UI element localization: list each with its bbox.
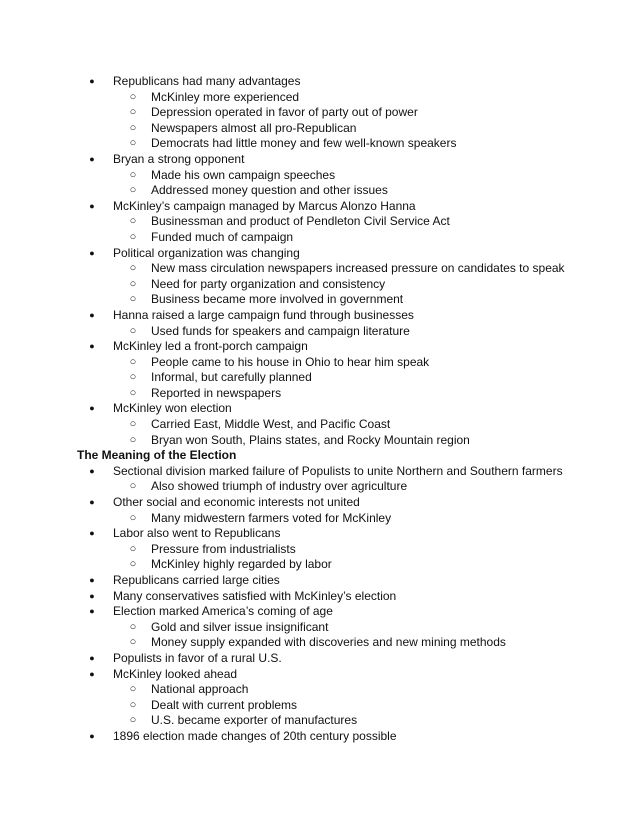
bullet-item	[0, 401, 638, 417]
filled-bullet-icon: ●	[89, 590, 95, 601]
document-page	[0, 74, 638, 745]
sub-bullet-item	[0, 277, 638, 293]
item-text: McKinley’s campaign managed by Marcus Alonzo Hanna	[113, 198, 416, 213]
filled-bullet-icon: ●	[89, 497, 95, 508]
item-text: People came to his house in Ohio to hear him speak	[151, 354, 430, 369]
sub-bullet-item	[0, 261, 638, 277]
sub-bullet-item	[0, 511, 638, 527]
sub-bullet-item	[0, 713, 638, 729]
hollow-bullet-icon: ○	[129, 230, 137, 243]
item-text: Informal, but carefully planned	[151, 370, 312, 385]
hollow-bullet-icon: ○	[129, 106, 137, 119]
hollow-bullet-icon: ○	[129, 324, 137, 337]
item-text: Business became more involved in government	[151, 292, 404, 307]
item-text: Made his own campaign speeches	[151, 167, 336, 182]
item-text: Used funds for speakers and campaign literature	[151, 323, 410, 338]
item-text: Need for party organization and consistency	[151, 276, 386, 291]
bullet-item	[0, 667, 638, 683]
filled-bullet-icon: ●	[89, 247, 95, 258]
item-text: Bryan a strong opponent	[113, 151, 245, 166]
bullet-item	[0, 74, 638, 90]
bullet-item	[0, 308, 638, 324]
hollow-bullet-icon: ○	[129, 714, 137, 727]
sub-bullet-item	[0, 214, 638, 230]
bullet-item	[0, 526, 638, 542]
bullet-item	[0, 199, 638, 215]
item-text: Also showed triumph of industry over agriculture	[151, 479, 408, 494]
sub-bullet-item	[0, 635, 638, 651]
hollow-bullet-icon: ○	[129, 558, 137, 571]
bullet-item	[0, 339, 638, 355]
item-text: Money supply expanded with discoveries and new mining methods	[151, 635, 506, 650]
item-text: Newspapers almost all pro-Republican	[151, 120, 357, 135]
hollow-bullet-icon: ○	[129, 542, 137, 555]
bullet-item	[0, 589, 638, 605]
item-text: Many midwestern farmers voted for McKinley	[151, 510, 392, 525]
filled-bullet-icon: ●	[89, 668, 95, 679]
item-text: Republicans had many advantages	[113, 74, 301, 88]
sub-bullet-item	[0, 136, 638, 152]
item-text: Political organization was changing	[113, 245, 300, 260]
item-text: Depression operated in favor of party out of power	[151, 105, 418, 120]
hollow-bullet-icon: ○	[129, 371, 137, 384]
hollow-bullet-icon: ○	[129, 168, 137, 181]
bullet-item	[0, 651, 638, 667]
item-text: Other social and economic interests not united	[113, 495, 360, 510]
item-text: U.S. became exporter of manufactures	[151, 713, 358, 728]
item-text: Populists in favor of a rural U.S.	[113, 650, 282, 665]
hollow-bullet-icon: ○	[129, 293, 137, 306]
heading-text: The Meaning of the Election	[77, 448, 237, 463]
item-text: Carried East, Middle West, and Pacific Coast	[151, 417, 391, 432]
sub-bullet-item	[0, 417, 638, 433]
sub-bullet-item	[0, 682, 638, 698]
hollow-bullet-icon: ○	[129, 277, 137, 290]
sub-bullet-item	[0, 355, 638, 371]
hollow-bullet-icon: ○	[129, 90, 137, 103]
filled-bullet-icon: ●	[89, 528, 95, 539]
hollow-bullet-icon: ○	[129, 137, 137, 150]
hollow-bullet-icon: ○	[129, 480, 137, 493]
hollow-bullet-icon: ○	[129, 121, 137, 134]
item-text: Republicans carried large cities	[113, 573, 280, 587]
filled-bullet-icon: ●	[89, 652, 95, 663]
sub-bullet-item	[0, 121, 638, 137]
bullet-item	[0, 246, 638, 262]
item-text: Bryan won South, Plains states, and Rocky Mountain region	[151, 432, 470, 447]
filled-bullet-icon: ●	[89, 309, 95, 320]
hollow-bullet-icon: ○	[129, 418, 137, 431]
item-text: Pressure from industrialists	[151, 541, 296, 556]
filled-bullet-icon: ●	[89, 76, 95, 86]
section-heading	[0, 448, 638, 464]
hollow-bullet-icon: ○	[129, 683, 137, 696]
bullet-item	[0, 604, 638, 620]
hollow-bullet-icon: ○	[129, 215, 137, 228]
item-text: Funded much of campaign	[151, 229, 294, 244]
bullet-item	[0, 495, 638, 511]
item-text: National approach	[151, 682, 249, 697]
bullet-item	[0, 573, 638, 589]
item-text: McKinley led a front-porch campaign	[113, 339, 308, 354]
item-text: Labor also went to Republicans	[113, 526, 281, 541]
item-text: Addressed money question and other issues	[151, 183, 388, 198]
hollow-bullet-icon: ○	[129, 386, 137, 399]
sub-bullet-item	[0, 386, 638, 402]
hollow-bullet-icon: ○	[129, 620, 137, 633]
hollow-bullet-icon: ○	[129, 636, 137, 649]
sub-bullet-item	[0, 479, 638, 495]
item-text: Reported in newspapers	[151, 385, 282, 400]
hollow-bullet-icon: ○	[129, 355, 137, 368]
item-text: McKinley highly regarded by labor	[151, 557, 332, 572]
sub-bullet-item	[0, 105, 638, 121]
sub-bullet-item	[0, 324, 638, 340]
bullet-item	[0, 152, 638, 168]
outline-list	[0, 74, 638, 745]
hollow-bullet-icon: ○	[129, 262, 137, 275]
filled-bullet-icon: ●	[89, 465, 95, 476]
bullet-item	[0, 464, 638, 480]
sub-bullet-item	[0, 230, 638, 246]
sub-bullet-item	[0, 370, 638, 386]
sub-bullet-item	[0, 557, 638, 573]
item-text: Dealt with current problems	[151, 697, 298, 712]
filled-bullet-icon: ●	[89, 730, 95, 741]
item-text: Hanna raised a large campaign fund through businesses	[113, 307, 414, 322]
filled-bullet-icon: ●	[89, 606, 95, 617]
filled-bullet-icon: ●	[89, 341, 95, 352]
sub-bullet-item	[0, 433, 638, 449]
item-text: Businessman and product of Pendleton Civil Service Act	[151, 214, 450, 229]
hollow-bullet-icon: ○	[129, 433, 137, 446]
hollow-bullet-icon: ○	[129, 184, 137, 197]
item-text: McKinley more experienced	[151, 89, 300, 104]
filled-bullet-icon: ●	[89, 403, 95, 414]
item-text: McKinley won election	[113, 401, 232, 416]
hollow-bullet-icon: ○	[129, 511, 137, 524]
sub-bullet-item	[0, 183, 638, 199]
item-text: Democrats had little money and few well-known speakers	[151, 136, 457, 151]
hollow-bullet-icon: ○	[129, 698, 137, 711]
item-text: New mass circulation newspapers increased pressure on candidates to speak	[151, 261, 565, 276]
item-text: Election marked America’s coming of age	[113, 604, 333, 619]
item-text: Many conservatives satisfied with McKinley’s election	[113, 588, 397, 603]
filled-bullet-icon: ●	[89, 575, 95, 585]
item-text: McKinley looked ahead	[113, 666, 238, 681]
filled-bullet-icon: ●	[89, 153, 95, 164]
sub-bullet-item	[0, 620, 638, 636]
sub-bullet-item	[0, 90, 638, 106]
sub-bullet-item	[0, 292, 638, 308]
sub-bullet-item	[0, 542, 638, 558]
item-text: 1896 election made changes of 20th century possible	[113, 728, 397, 743]
item-text: Sectional division marked failure of Populists to unite Northern and Southern farmers	[113, 463, 563, 478]
sub-bullet-item	[0, 698, 638, 714]
sub-bullet-item	[0, 168, 638, 184]
item-text: Gold and silver issue insignificant	[151, 619, 329, 634]
bullet-item	[0, 729, 638, 745]
filled-bullet-icon: ●	[89, 200, 95, 211]
